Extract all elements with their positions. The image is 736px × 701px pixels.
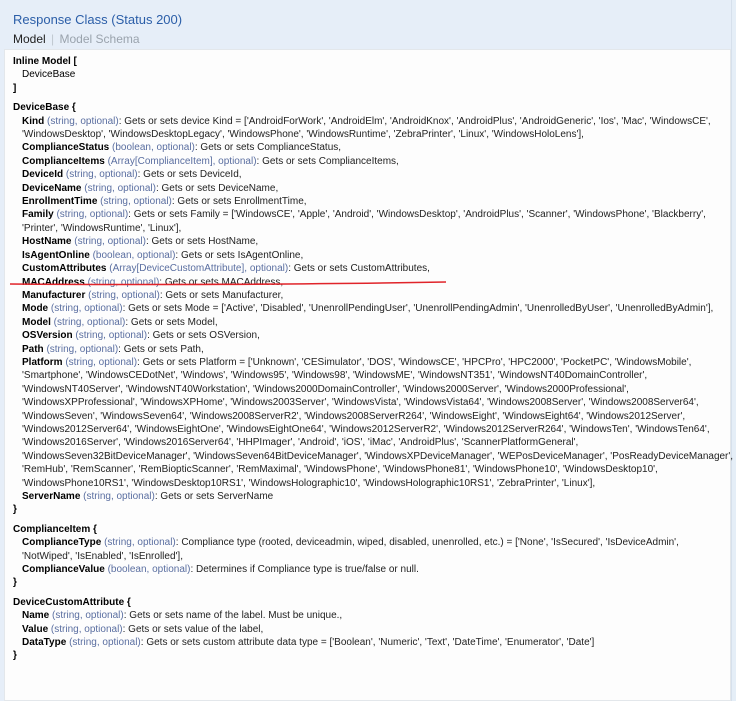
property-description: : Gets or sets Manufacturer, <box>159 289 284 301</box>
property-description: : Gets or sets custom attribute data type = ['Boolean', 'Numeric', 'Text', 'DateTime', 'Enumerator', 'Date'] <box>140 637 595 649</box>
property-type: (Array[DeviceCustomAttribute], optional) <box>109 263 289 275</box>
property-type: (string, optional) <box>88 289 160 301</box>
model-property <box>13 329 725 342</box>
model-property <box>13 115 725 128</box>
property-type: (string, optional) <box>46 343 119 355</box>
model-property <box>13 262 725 275</box>
property-name: Name <box>22 610 50 622</box>
property-name: ComplianceStatus <box>22 142 110 154</box>
property-name: OSVersion <box>22 330 73 342</box>
model-property <box>13 536 725 549</box>
property-description: : Gets or sets ComplianceItems, <box>256 155 399 167</box>
property-name: Manufacturer <box>22 289 86 301</box>
model-property <box>13 490 725 503</box>
property-description: : Gets or sets Platform = ['Unknown', 'CESimulator', 'DOS', 'WindowsCE', 'HPCPro', 'HPC2000', 'PocketPC', 'WindowsMobile', <box>137 356 692 368</box>
property-description: : Compliance type (rooted, deviceadmin, wiped, disabled, unenrolled, etc.) = ['None', 'IsSecured', 'IsDeviceAdmin', <box>175 537 679 549</box>
property-description-continued: 'WindowsDesktop', 'WindowsDesktopLegacy', 'WindowsPhone', 'WindowsRuntime', 'ZebraPrinter', 'Linux', 'WindowsHoloLens'], <box>22 129 584 141</box>
tab-model[interactable]: Model <box>13 32 46 46</box>
property-name: Kind <box>22 115 45 127</box>
property-name: Platform <box>22 356 63 368</box>
property-description: : Gets or sets Path, <box>118 343 204 355</box>
inline-model-item: DeviceBase <box>22 69 76 81</box>
property-name: Mode <box>22 303 49 315</box>
property-type: (string, optional) <box>47 115 119 127</box>
response-class-title: Response Class (Status 200) <box>13 12 183 27</box>
model-property <box>13 235 725 248</box>
property-description-continued: 'WindowsPhone10RS1', 'WindowsDesktop10RS1', 'WindowsHolographic10', 'WindowsHolographic10RS1', 'ZebraPrinter', 'Linux'], <box>22 477 596 489</box>
property-type: (string, optional) <box>87 276 160 288</box>
model-property <box>13 316 725 329</box>
property-description: : Gets or sets ServerName <box>154 491 274 502</box>
model-property <box>13 609 725 622</box>
model-property <box>13 343 725 356</box>
property-description: : Gets or sets IsAgentOnline, <box>175 249 304 261</box>
inline-model-heading: Inline Model [ <box>13 56 77 67</box>
model-tabs <box>13 32 140 46</box>
property-description: : Determines if Compliance type is true/false or null. <box>190 564 419 576</box>
model-name: DeviceBase { <box>13 102 76 114</box>
property-description-continued: 'RemHub', 'RemScanner', 'RemBiopticScanner', 'RemMaximal', 'WindowsPhone', 'WindowsPhone81', 'WindowsPhone10', 'WindowsDesktop10', <box>22 464 658 476</box>
property-type: (string, optional) <box>69 637 141 649</box>
property-type: (boolean, optional) <box>112 142 195 154</box>
tab-model-schema[interactable]: Model Schema <box>59 32 140 46</box>
property-type: (string, optional) <box>53 316 126 328</box>
property-name: ServerName <box>22 491 81 502</box>
property-description: : Gets or sets Mode = ['Active', 'Disabled', 'UnenrollPendingUser', 'UnenrollPendingAdmin', 'UnenrolledByUser', 'UnenrolledByAdmin'], <box>122 303 714 315</box>
property-type: (string, optional) <box>65 356 138 368</box>
property-description-continued: 'WindowsXPProfessional', 'WindowsXPHome', 'Windows2003Server', 'WindowsVista', 'WindowsVista64', 'Windows2008Server', 'Windows2008Server64', <box>22 397 699 409</box>
property-type: (string, optional) <box>84 182 156 194</box>
property-description: : Gets or sets HostName, <box>145 236 259 248</box>
model-property <box>13 141 725 154</box>
property-description: : Gets or sets DeviceId, <box>137 169 242 181</box>
property-name: MACAddress <box>22 276 85 288</box>
property-type: (string, optional) <box>74 236 146 248</box>
inline-model-close: ] <box>13 82 17 94</box>
property-name: EnrollmentTime <box>22 196 98 208</box>
model-property <box>13 182 725 195</box>
model-property <box>13 208 725 221</box>
property-description-continued: 'Printer', 'WindowsRuntime', 'Linux'], <box>22 222 182 234</box>
model-property <box>13 289 725 302</box>
property-description: : Gets or sets value of the label, <box>122 623 264 635</box>
property-description-continued: 'Smartphone', 'WindowsCEDotNet', 'Windows', 'Windows95', 'Windows98', 'WindowsME', 'WindowsNT351', 'WindowsNT40DomainController', <box>22 370 648 382</box>
model-content <box>13 55 734 663</box>
property-type: (string, optional) <box>52 610 124 622</box>
property-description: : Gets or sets DeviceName, <box>155 182 279 194</box>
property-type: (string, optional) <box>56 209 129 221</box>
property-description: : Gets or sets Family = ['WindowsCE', 'Apple', 'Android', 'WindowsDesktop', 'AndroidPlus', 'Scanner', 'WindowsPhone', 'Blackberry', <box>128 209 706 221</box>
property-description: : Gets or sets EnrollmentTime, <box>171 196 307 208</box>
property-description: : Gets or sets MACAddress, <box>159 276 284 288</box>
model-property <box>13 195 725 208</box>
property-description: : Gets or sets device Kind = ['AndroidForWork', 'AndroidElm', 'AndroidKnox', 'AndroidPlus', 'AndroidGeneric', 'Ios', 'Mac', 'WindowsCE', <box>118 115 711 127</box>
property-type: (Array[ComplianceItem], optional) <box>107 155 257 167</box>
model-property <box>13 636 725 649</box>
property-description-continued: 'Windows2016Server', 'Windows2016Server64', 'HHPImager', 'Android', 'iOS', 'iMac', 'AndroidPlus', 'ScannerPlatformGeneral', <box>22 437 579 449</box>
property-description-continued: 'WindowsSeven', 'WindowsSeven64', 'Windows2008ServerR2', 'Windows2008ServerR264', 'WindowsEight', 'WindowsEight64', 'Windows2012Server', <box>22 410 686 422</box>
property-type: (string, optional) <box>83 491 155 502</box>
property-name: CustomAttributes <box>22 263 107 275</box>
tab-separator: | <box>51 32 55 46</box>
property-name: Path <box>22 343 44 355</box>
property-description: : Gets or sets CustomAttributes, <box>288 263 430 275</box>
property-type: (string, optional) <box>104 537 176 549</box>
red-annotation-underline <box>8 280 448 286</box>
property-name: IsAgentOnline <box>22 249 90 261</box>
model-property <box>13 356 725 369</box>
property-name: Model <box>22 316 51 328</box>
model-name: ComplianceItem { <box>13 523 97 535</box>
property-type: (string, optional) <box>50 303 123 315</box>
property-type: (string, optional) <box>65 169 138 181</box>
property-description: : Gets or sets OSVersion, <box>147 330 260 342</box>
model-property <box>13 168 725 181</box>
model-name: DeviceCustomAttribute { <box>13 596 131 608</box>
model-close-brace: } <box>13 650 17 662</box>
model-property <box>13 155 725 168</box>
property-name: HostName <box>22 236 72 248</box>
property-description: : Gets or sets name of the label. Must be unique., <box>123 610 343 622</box>
property-description-continued: 'WindowsNT40Server', 'WindowsNT40Workstation', 'Windows2000DomainController', 'Windows2000Server', 'Windows2000Professional', <box>22 383 629 395</box>
property-name: DeviceName <box>22 182 82 194</box>
property-name: DeviceId <box>22 169 64 181</box>
property-description-continued: 'NotWiped', 'IsEnabled', 'IsEnrolled'], <box>22 550 183 562</box>
model-property <box>13 623 725 636</box>
property-name: ComplianceType <box>22 537 102 549</box>
model-property <box>13 249 725 262</box>
property-name: ComplianceValue <box>22 564 105 576</box>
property-description-continued: 'WindowsSeven32BitDeviceManager', 'WindowsSeven64BitDeviceManager', 'WindowsXPDeviceManager', 'WEPosDeviceManager', 'PosReadyDeviceManager', <box>22 450 734 462</box>
property-type: (string, optional) <box>75 330 148 342</box>
property-name: DataType <box>22 637 67 649</box>
property-description-continued: 'Windows2012Server64', 'WindowsEightOne', 'WindowsEightOne64', 'Windows2012ServerR2', 'Windows2012ServerR264', 'WindowsTen', 'WindowsTen64', <box>22 423 710 435</box>
property-description: : Gets or sets Model, <box>125 316 218 328</box>
property-name: Family <box>22 209 54 221</box>
model-close-brace: } <box>13 504 17 516</box>
model-property <box>13 302 725 315</box>
property-name: Value <box>22 623 49 635</box>
property-type: (string, optional) <box>100 196 172 208</box>
model-close-brace: } <box>13 577 17 589</box>
property-type: (string, optional) <box>50 623 123 635</box>
property-type: (boolean, optional) <box>107 564 191 576</box>
model-property <box>13 563 725 576</box>
property-name: ComplianceItems <box>22 155 105 167</box>
property-description: : Gets or sets ComplianceStatus, <box>194 142 342 154</box>
property-type: (boolean, optional) <box>92 249 176 261</box>
